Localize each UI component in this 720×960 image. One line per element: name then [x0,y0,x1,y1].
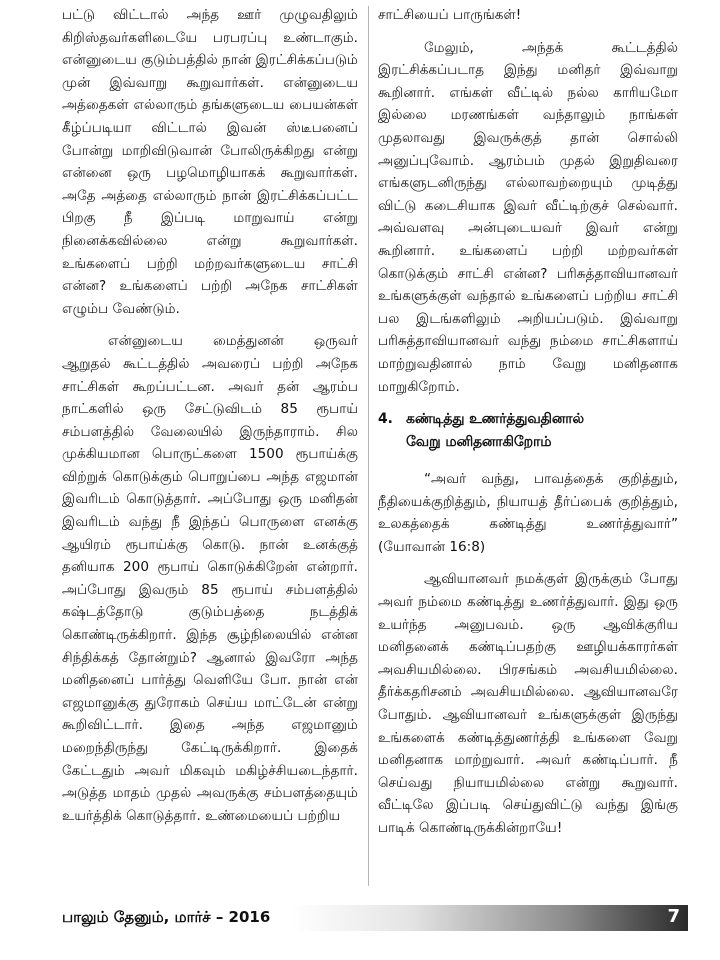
right-paragraph-3: ஆவியானவர் நமக்குள் இருக்கும் போது அவர் நம்மை கண்டித்து உணர்த்துவார். இது ஒரு உயர்ந்த அனுபவம். ஒரு ஆவிக்குரிய மனிதனைக் கண்டிப்பதற்கு ஊழியக்காரர்கள் அவசியமில்லை. பிரசங்கம் அவசியமில்லை. தீர்க்கதரிசனம் அவசியமில்லை. ஆவியானவரே போதும். ஆவியானவர் உங்களுக்குள் இருந்து உங்களைக் கண்டித்துணர்த்தி உங்களை வேறு மனிதனாக மாற்றுவார். அவர் கண்டிப்பார். நீ செய்வது நியாயமில்லை என்று கூறுவார். வீட்டிலே இப்படி செய்துவிட்டு வந்து இங்கு பாடிக் கொண்டிருக்கின்றாயே! [378,571,678,836]
right-paragraph-2: மேலும், அந்தக் கூட்டத்தில் இரட்சிக்கப்படாத இந்து மனிதர் இவ்வாறு கூறினார். எங்கள் வீட்டில் நல்ல காரியமோ இல்லை மரணங்கள் வந்தாலும் நாங்கள் முதலாவது இவருக்குத் தான் சொல்லி அனுப்புவோம். ஆரம்பம் முதல் இறுதிவரை எங்களுடனிருந்து எல்லாவற்றையும் முடித்து விட்டு கடைசியாக இவர் வீட்டிற்குச் செல்வார். அவ்வளவு அன்புடையவர் இவர் என்று கூறினார். உங்களைப் பற்றி மற்றவர்கள் கொடுக்கும் சாட்சி என்ன? பரிசுத்தாவியானவர் உங்களுக்குள் வந்தால் உங்களைப் பற்றிய சாட்சி பல இடங்களிலும் அறியப்படும். இவ்வாறு பரிசுத்தாவியானவர் வந்து நம்மை சாட்சிகளாய் மாற்றுவதினால் நாம் வேறு மனிதனாக மாறுகிறோம். [378,39,678,395]
right-column [378,4,678,850]
page-number: 7 [667,906,680,927]
footer-gradient-bar [292,905,688,931]
right-paragraph-1: சாட்சியைப் பாருங்கள்! [378,7,522,23]
publication-title: பாலும் தேனும், மார்ச் – 2016 [62,908,271,926]
section-title-line-1: கண்டித்து உணர்த்துவதினால் [406,411,584,428]
column-divider [368,6,369,886]
bible-quote: “அவர் வந்து, பாவத்தைக் குறித்தும், நீதியைக்குறித்தும், நியாயத் தீர்ப்பைக் குறித்தும், உலகத்தைக் கண்டித்து உணர்த்துவார்” (யோவான் 16:8) [378,471,678,555]
section-title [406,408,678,454]
left-paragraph-2: என்னுடைய மைத்துனன் ஒருவர் ஆறுதல் கூட்டத்தில் அவரைப் பற்றி அநேக சாட்சிகள் கூறப்பட்டன. அவர் தன் ஆரம்ப நாட்களில் ஒரு சேட்டுவிடம் 85 ரூபாய் சம்பளத்தில் வேலையில் இருந்தாராம். சில முக்கியமான பொருட்களை 1500 ரூபாய்க்கு விற்றுக் கொடுக்கும் பொறுப்பை அந்த எஜமான் இவரிடம் கொடுத்தார். அப்போது ஒரு மனிதன் இவரிடம் வந்து நீ இந்தப் பொருளை எனக்கு ஆயிரம் ரூபாய்க்கு கொடு. நான் உனக்குத் தனியாக 200 ரூபாய் கொடுக்கிறேன் என்றார். அப்போது இவரும் 85 ரூபாய் சம்பளத்தில் கஷ்டத்தோடு குடும்பத்தை நடத்திக் கொண்டிருக்கிறார். இந்த சூழ்நிலையில் என்ன சிந்திக்கத் தோன்றும்? ஆனால் இவரோ அந்த மனிதனைப் பார்த்து வெளியே போ. நான் என் எஜமானுக்கு துரோகம் செய்ய மாட்டேன் என்று கூறிவிட்டார். இதை அந்த எஜமானும் மறைந்திருந்து கேட்டிருக்கிறார். இதைக் கேட்டதும் அவர் மிகவும் மகிழ்ச்சியடைந்தார். அடுத்த மாதம் முதல் அவருக்கு சம்பளத்தையும் உயர்த்திக் கொடுத்தார். உண்மையைப் பற்றிய [62,333,358,824]
section-heading [378,408,678,454]
page-footer [62,904,688,932]
section-number: 4. [378,411,393,428]
section-title-line-2: வேறு மனிதனாகிறோம் [406,434,552,451]
left-paragraph-1: பட்டு விட்டால் அந்த ஊர் முழுவதிலும் கிறிஸ்தவர்களிடையே பரபரப்பு உண்டாகும். என்னுடைய குடும்பத்தில் நான் இரட்சிக்கப்படும் முன் இவ்வாறு கூறுவார்கள். என்னுடைய அத்தைகள் எல்லாரும் தங்களுடைய பையன்கள் கீழ்ப்படியா விட்டால் இவன் ஸ்டீபனைப் போன்று மாறிவிடுவான் போலிருக்கிறது என்று என்னை ஒரு பழமொழியாகக் கூறுவார்கள். அதே அத்தை எல்லாரும் நான் இரட்சிக்கப்பட்ட பிறகு நீ இப்படி மாறுவாய் என்று நினைக்கவில்லை என்று கூறுவார்கள். உங்களைப் பற்றி மற்றவர்களுடைய சாட்சி என்ன? உங்களைப் பற்றி அநேக சாட்சிகள் எழும்ப வேண்டும். [62,7,358,317]
left-column [62,4,358,837]
